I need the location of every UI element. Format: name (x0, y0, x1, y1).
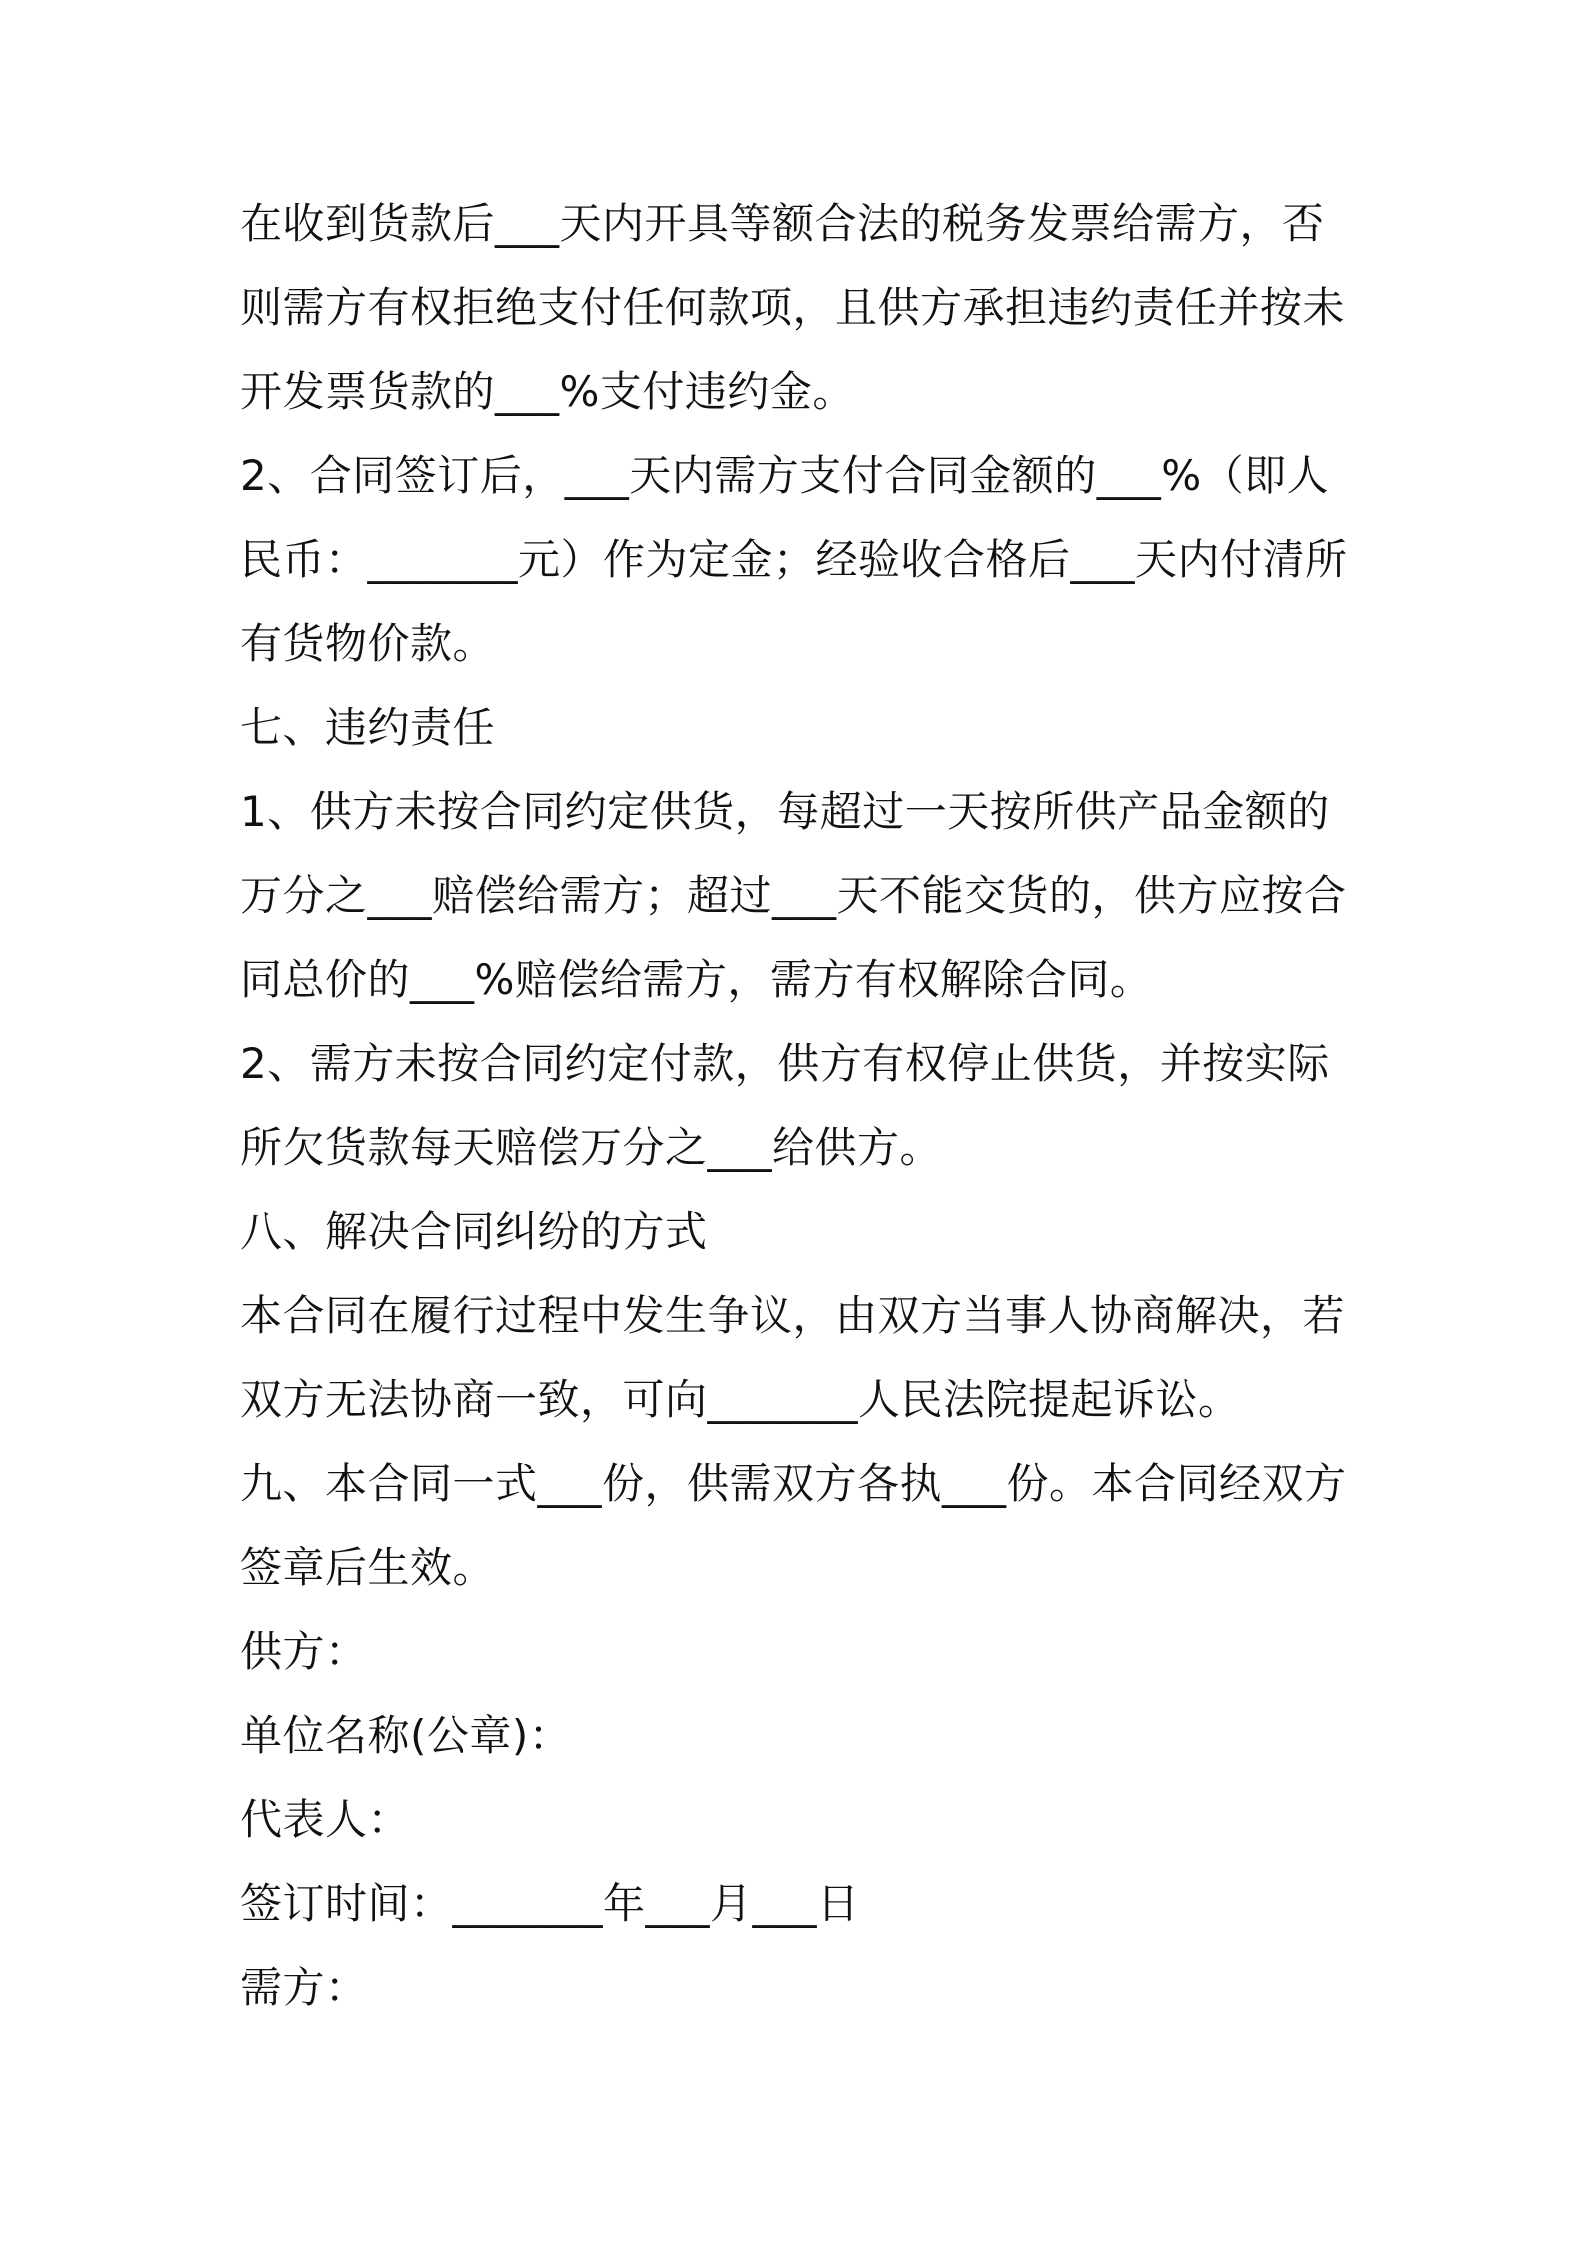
contract-text (240, 182, 1360, 2030)
signing-date-label: 签订时间：_______年___月___日 (240, 1879, 860, 1928)
text-line: 2、合同签订后，___天内需方支付合同金额的___%（即人 (240, 451, 1330, 500)
supplier-label: 供方： (240, 1627, 368, 1676)
text-line: 1、供方未按合同约定供货，每超过一天按所供产品金额的 (240, 787, 1330, 836)
text-line: 2、需方未按合同约定付款，供方有权停止供货，并按实际 (240, 1039, 1330, 1088)
text-line: 开发票货款的___%支付违约金。 (240, 367, 855, 416)
text-line: 所欠货款每天赔偿万分之___给供方。 (240, 1123, 943, 1172)
text-line: 九、本合同一式___份，供需双方各执___份。本合同经双方 (240, 1459, 1347, 1508)
text-line: 同总价的___%赔偿给需方，需方有权解除合同。 (240, 955, 1153, 1004)
text-line: 则需方有权拒绝支付任何款项，且供方承担违约责任并按未 (240, 283, 1346, 332)
text-line: 民币：_______元）作为定金；经验收合格后___天内付清所 (240, 535, 1348, 584)
text-line: 有货物价款。 (240, 619, 496, 668)
section-heading: 七、违约责任 (240, 703, 496, 752)
section-heading: 八、解决合同纠纷的方式 (240, 1207, 708, 1256)
text-line: 万分之___赔偿给需方；超过___天不能交货的，供方应按合 (240, 871, 1347, 920)
text-line: 签章后生效。 (240, 1543, 496, 1592)
text-line: 本合同在履行过程中发生争议，由双方当事人协商解决，若 (240, 1291, 1346, 1340)
buyer-label: 需方： (240, 1963, 368, 2012)
representative-label: 代表人： (240, 1795, 411, 1844)
text-line: 双方无法协商一致，可向_______人民法院提起诉讼。 (240, 1375, 1241, 1424)
text-line: 在收到货款后___天内开具等额合法的税务发票给需方，否 (240, 199, 1325, 248)
company-name-label: 单位名称(公章)： (240, 1711, 572, 1760)
